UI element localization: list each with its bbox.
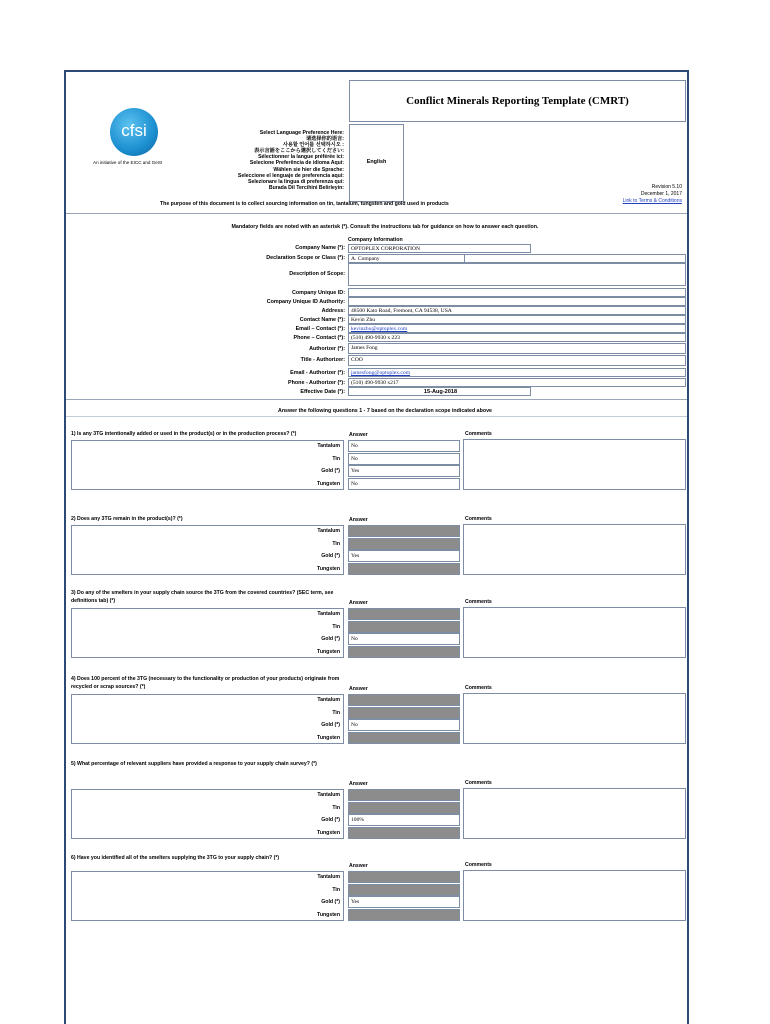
company-name-field[interactable]: OPTOPLEX CORPORATION	[348, 244, 531, 253]
auth-title-field[interactable]: COO	[348, 355, 686, 366]
comments-header: Comments	[465, 431, 492, 437]
answer-select[interactable]	[348, 802, 460, 814]
metal-label: Gold (*)	[321, 722, 340, 728]
lang-prompt: Sélectionner la langue préférée ici:	[258, 154, 344, 161]
title-box	[349, 80, 686, 122]
question-left-box	[71, 694, 344, 744]
question-text: 2) Does any 3TG remain in the product(s)? (*)	[71, 516, 183, 522]
metal-label: Tin	[332, 886, 340, 893]
answer-select[interactable]: No	[348, 453, 460, 465]
mandatory-note: Mandatory fields are noted with an asterisk (*). Consult the instructions tab for guidance on how to answer each question.	[231, 224, 539, 230]
answer-select[interactable]: No	[348, 440, 460, 452]
answer-select[interactable]	[348, 608, 460, 620]
metal-label: Tungsten	[317, 734, 340, 741]
metal-label: Tantalum	[317, 443, 340, 449]
terms-link[interactable]: Link to Terms & Conditions	[622, 198, 682, 204]
comments-header: Comments	[465, 599, 492, 605]
comments-header: Comments	[465, 862, 492, 868]
metal-label: Tantalum	[317, 792, 340, 798]
answer-select[interactable]	[348, 789, 460, 801]
description-field[interactable]	[348, 263, 686, 286]
metal-label: Gold (*)	[321, 553, 340, 559]
question-text: 3) Do any of the smelters in your supply chain source the 3TG from the covered countries? (SEC term, see definitions tab) (*)	[71, 590, 334, 604]
description-label: Description of Scope:	[289, 271, 345, 277]
uid-authority-label: Company Unique ID Authority:	[266, 299, 345, 305]
comments-field[interactable]	[463, 607, 686, 658]
metal-label: Tungsten	[317, 829, 340, 836]
purpose-text: The purpose of this document is to collect sourcing information on tin, tantalum, tungsten and gold used in products	[160, 201, 449, 207]
logo-caption: An initiative of the EICC and GeSI	[93, 160, 163, 165]
answer-select[interactable]	[348, 707, 460, 719]
date-field[interactable]: 15-Aug-2018	[348, 387, 531, 396]
question-left-box	[71, 440, 344, 490]
metal-label: Tantalum	[317, 528, 340, 534]
contact-phone-label: Phone – Contact (*):	[293, 335, 345, 341]
metal-label: Tungsten	[317, 480, 340, 487]
authorizer-field[interactable]: James Fong	[348, 343, 686, 354]
answer-header: Answer	[349, 781, 368, 787]
scope-extra-field[interactable]	[464, 254, 686, 263]
answer-header: Answer	[349, 432, 368, 438]
contact-email-field[interactable]: kevinzhu@optoplex.com	[348, 324, 686, 333]
scope-select[interactable]: A. Company	[348, 254, 465, 263]
comments-header: Comments	[465, 685, 492, 691]
auth-phone-field[interactable]: (510) 490-9930 x217	[348, 378, 686, 387]
comments-field[interactable]	[463, 788, 686, 839]
metal-label: Tungsten	[317, 911, 340, 918]
answer-select[interactable]	[348, 646, 460, 658]
metal-label: Gold (*)	[321, 636, 340, 642]
auth-title-label: Title - Authorizer:	[300, 357, 345, 363]
logo-text: cfsi	[121, 121, 147, 140]
metal-label: Tin	[332, 709, 340, 716]
answer-select[interactable]	[348, 525, 460, 537]
lang-prompt: Wählen sie hier die Sprache:	[273, 166, 344, 173]
uid-label: Company Unique ID:	[291, 290, 345, 296]
lang-prompt: Selecione Preferência de idioma Aqui:	[249, 160, 344, 167]
metal-label: Gold (*)	[321, 899, 340, 905]
answer-select[interactable]	[348, 909, 460, 921]
uid-authority-field[interactable]	[348, 297, 686, 306]
answer-header: Answer	[349, 517, 368, 523]
auth-phone-label: Phone - Authorizer (*):	[288, 380, 345, 386]
lang-prompt: Select Language Preference Here:	[259, 130, 344, 136]
metal-label: Gold (*)	[321, 817, 340, 823]
answer-select[interactable]	[348, 538, 460, 550]
contact-email-label: Email – Contact (*):	[295, 326, 345, 332]
metal-label: Tantalum	[317, 697, 340, 703]
contact-phone-field[interactable]: (510) 490-9930 x 223	[348, 333, 686, 342]
lang-prompt: Burada Dil Tercihini Belirleyin:	[268, 184, 344, 191]
metal-label: Tantalum	[317, 874, 340, 880]
date-label: Effective Date (*):	[300, 389, 345, 395]
auth-email-label: Email - Authorizer (*):	[290, 370, 345, 376]
page-title: Conflict Minerals Reporting Template (CMRT)	[406, 95, 629, 107]
comments-field[interactable]	[463, 439, 686, 490]
metal-label: Gold (*)	[321, 468, 340, 474]
uid-field[interactable]	[348, 288, 686, 297]
comments-header: Comments	[465, 780, 492, 786]
answer-select[interactable]: 100%	[348, 814, 460, 826]
lang-prompt: 请选择你的语言:	[305, 136, 344, 143]
metal-label: Tin	[332, 804, 340, 811]
answer-select[interactable]: No	[348, 633, 460, 645]
answer-select[interactable]	[348, 563, 460, 575]
question-text: 6) Have you identified all of the smelters supplying the 3TG to your supply chain? (*)	[71, 855, 280, 861]
divider	[66, 213, 687, 214]
question-left-box	[71, 789, 344, 839]
question-left-box	[71, 871, 344, 921]
question-text: 4) Does 100 percent of the 3TG (necessary to the functionality or production of your products) originate from recycled or scrap sources? (*)	[71, 676, 340, 690]
contact-name-field[interactable]: Kevin Zhu	[348, 315, 686, 324]
answer-select[interactable]: Yes	[348, 550, 460, 562]
lang-prompt: 表示言語をここから選択してください:	[254, 148, 344, 155]
language-prompts	[180, 130, 344, 191]
language-value: English	[366, 159, 387, 165]
metal-label: Tungsten	[317, 648, 340, 655]
language-select[interactable]	[349, 124, 404, 202]
metal-label: Tin	[332, 623, 340, 630]
answer-select[interactable]	[348, 694, 460, 706]
metal-label: Tungsten	[317, 565, 340, 572]
answer-select[interactable]	[348, 871, 460, 883]
auth-email-field[interactable]: jamesfong@optoplex.com	[348, 368, 686, 377]
answer-select[interactable]	[348, 827, 460, 839]
revision-date: December 1, 2017	[640, 191, 682, 197]
answer-select[interactable]: Yes	[348, 896, 460, 908]
question-text: 1) Is any 3TG intentionally added or used in the product(s) or in the production process? (*)	[71, 431, 297, 437]
answer-select[interactable]	[348, 884, 460, 896]
lang-prompt: Selezionare la lingua di preferenza qui:	[248, 178, 344, 185]
question-left-box	[71, 608, 344, 658]
address-label: Address:	[321, 308, 345, 314]
comments-header: Comments	[465, 516, 492, 522]
answer-header: Answer	[349, 686, 368, 692]
comments-field[interactable]	[463, 524, 686, 575]
lang-prompt: Seleccione el lenguaje de preferencia aqui:	[237, 172, 344, 179]
address-field[interactable]: 48500 Kato Road, Fremont, CA 94538, USA	[348, 306, 686, 315]
metal-label: Tin	[332, 455, 340, 462]
divider	[66, 399, 687, 400]
answer-select[interactable]	[348, 732, 460, 744]
contact-name-label: Contact Name (*):	[299, 317, 345, 323]
question-left-box	[71, 525, 344, 575]
answer-header: Answer	[349, 600, 368, 606]
answer-select[interactable]: No	[348, 478, 460, 490]
metal-label: Tantalum	[317, 611, 340, 617]
metal-label: Tin	[332, 540, 340, 547]
comments-field[interactable]	[463, 693, 686, 744]
company-name-label: Company Name (*):	[295, 245, 345, 251]
company-info-header: Company Information	[348, 237, 403, 243]
answer-select[interactable]	[348, 621, 460, 633]
question-text: 5) What percentage of relevant suppliers have provided a response to your supply chain survey? (*)	[71, 761, 317, 767]
answer-select[interactable]: Yes	[348, 465, 460, 477]
revision: Revision 5.10	[651, 184, 682, 190]
divider	[66, 416, 687, 417]
comments-field[interactable]	[463, 870, 686, 921]
answer-instruction: Answer the following questions 1 - 7 based on the declaration scope indicated above	[278, 408, 492, 414]
revision-block	[560, 184, 682, 205]
answer-select[interactable]: No	[348, 719, 460, 731]
lang-prompt: 사용할 언어를 선택하시오 :	[282, 142, 344, 149]
answer-header: Answer	[349, 863, 368, 869]
authorizer-label: Authorizer (*):	[309, 346, 345, 352]
scope-label: Declaration Scope or Class (*):	[266, 255, 345, 261]
cfsi-logo	[110, 108, 158, 156]
